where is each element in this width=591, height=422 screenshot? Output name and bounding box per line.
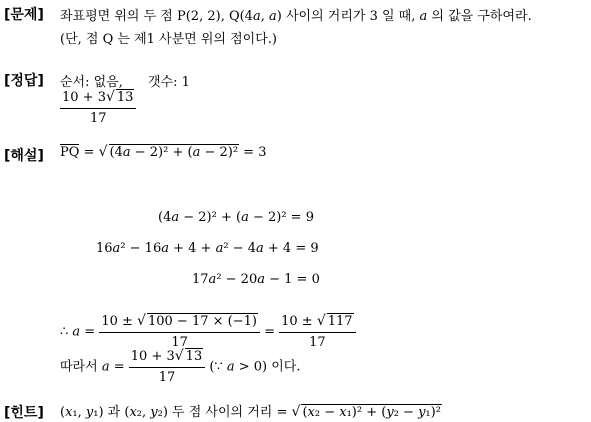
therefore-line: ∴ a = $\frac{10 \pm √ 100 - 17 \times (-1)}{17}$ = $\frac{10 \pm √ 117}{17}$ [60, 313, 356, 351]
hint-formula: (x₁, y₁) 과 (x₂, y₂) 두 점 사이의 거리 = √ (x₂ − x₁)² + (y₂ − y₁)² [60, 404, 441, 420]
hint-label: [힌트] [4, 405, 44, 421]
answer-denominator: 17 [89, 111, 107, 126]
problem-line-2: (단, 점 Q 는 제1 사분면 위의 점이다.) [60, 32, 277, 47]
solution-label: [해설] [4, 148, 44, 164]
distance-equation: PQ = √ (4a − 2)² + (a − 2)² = 3 [60, 144, 267, 160]
answer-order: 순서: 없음, [60, 75, 123, 90]
problem-text-a: 좌표평면 위의 두 점 P(2, 2), Q(4a, a) 사이의 거리가 3 일 때, a 의 값을 구하여라. [60, 9, 532, 24]
answer-fraction [60, 89, 136, 127]
equation-1: (4a − 2)² + (a − 2)² = 9 [158, 210, 314, 225]
problem-line-1 [60, 5, 532, 24]
equation-3: 17a² − 20a − 1 = 0 [192, 272, 320, 287]
problem-label: [문제] [4, 7, 44, 23]
answer-label: [정답] [4, 73, 44, 89]
answer-count: 갯수: 1 [148, 75, 190, 90]
equation-2: 16a² − 16a + 4 + a² − 4a + 4 = 9 [96, 241, 319, 256]
answer-numerator: 10 + 3√ 13 [60, 89, 136, 109]
conclusion-line: 따라서 a = $\frac{10 + 3√ 13}{17}$ (∵ a > 0) 이다. [60, 348, 301, 385]
